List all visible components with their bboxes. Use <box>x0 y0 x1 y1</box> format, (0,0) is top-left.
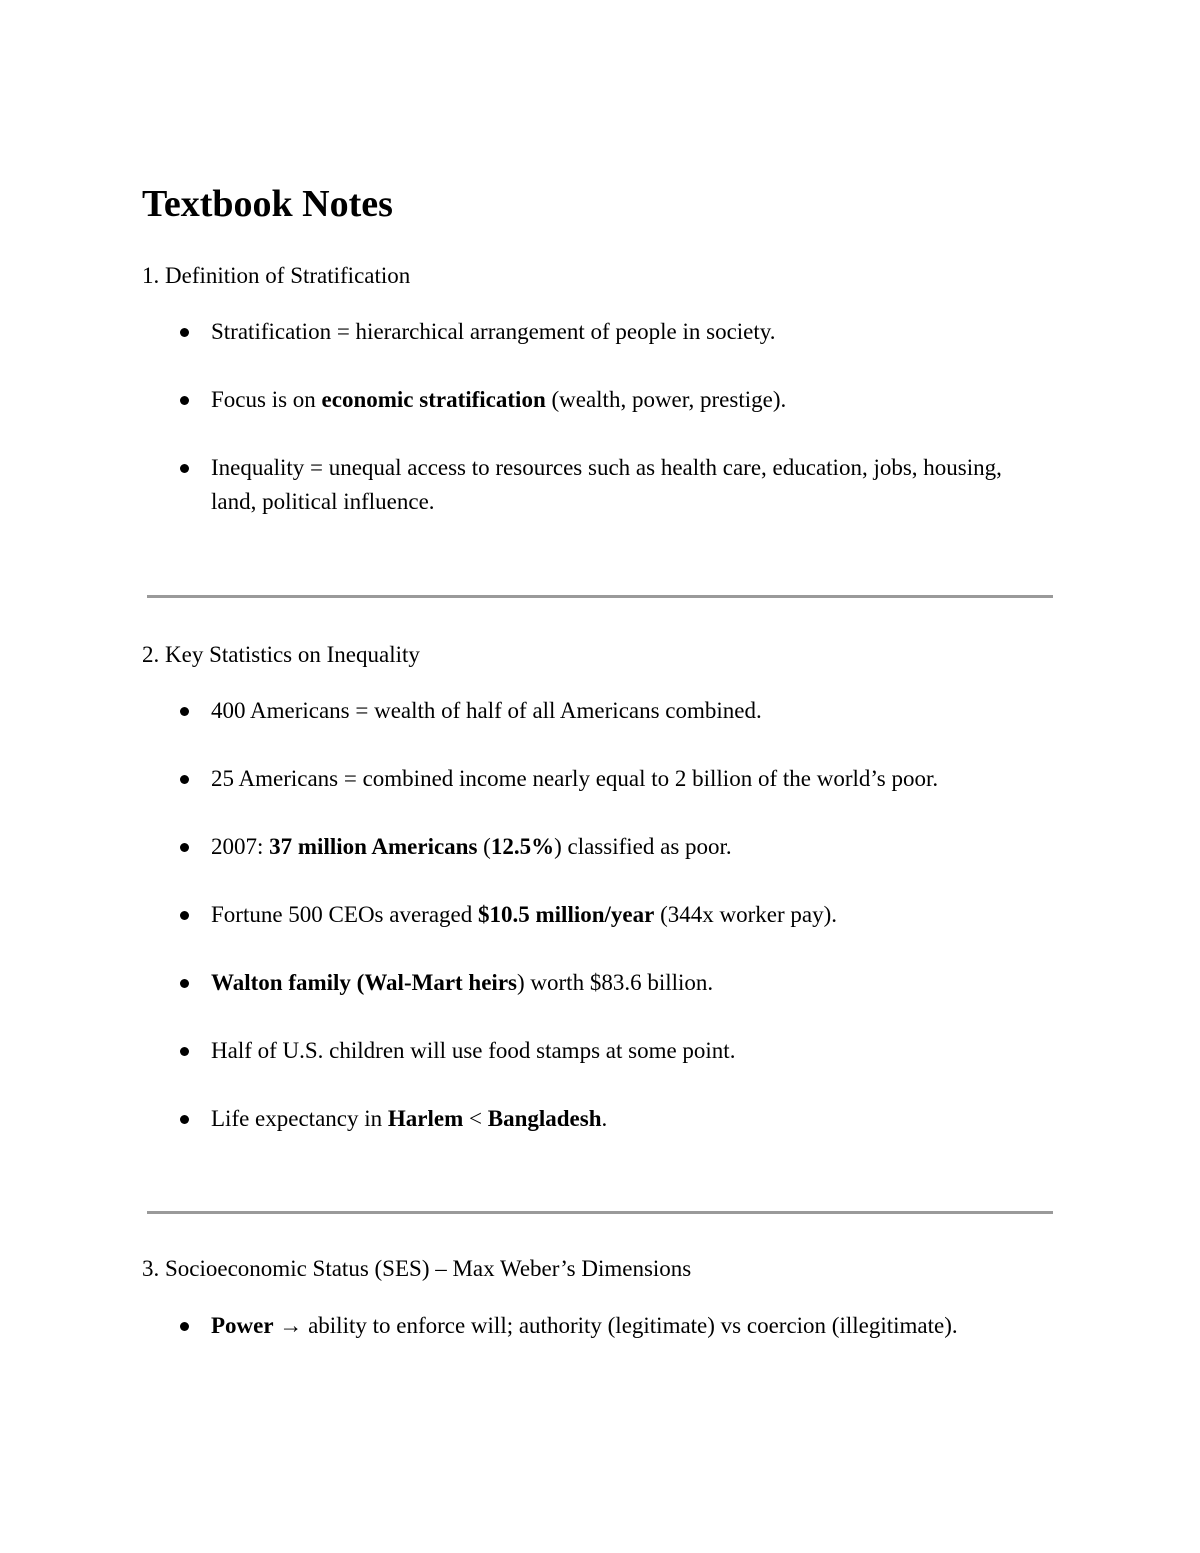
text-segment: 2007: <box>211 834 270 859</box>
ses-bullet-list <box>0 1309 1200 1377</box>
text-segment: Fortune 500 CEOs averaged <box>211 902 478 927</box>
text-segment: 400 Americans = wealth of half of all Americans combined. <box>211 698 762 723</box>
bold-text: Walton family (Wal-Mart heirs <box>211 970 517 995</box>
text-segment: Inequality = unequal access to resources such as health care, education, jobs, housing, land, political influence. <box>211 455 1002 514</box>
statistics-bullet-list <box>0 694 1200 1170</box>
bold-text: Harlem <box>387 1106 464 1131</box>
text-segment: < <box>463 1106 488 1131</box>
bullet-icon <box>180 911 189 920</box>
text-segment: Focus is on <box>211 387 322 412</box>
section-heading-definition: 1. Definition of Stratification <box>142 263 411 288</box>
text-segment: (wealth, power, prestige). <box>545 387 787 412</box>
text-segment: ( <box>477 834 491 859</box>
bold-text: economic stratification <box>321 387 546 412</box>
list-item <box>0 451 1041 519</box>
text-segment: Half of U.S. children will use food stamps at some point. <box>211 1038 736 1063</box>
bullet-icon <box>180 707 189 716</box>
bullet-icon <box>180 396 189 405</box>
bullet-icon <box>180 1047 189 1056</box>
list-item <box>0 1309 1041 1343</box>
section-divider <box>147 1211 1053 1214</box>
bullet-icon <box>180 1115 189 1124</box>
text-segment: Stratification = hierarchical arrangement of people in society. <box>211 319 776 344</box>
text-segment: → ability to enforce will; authority (legitimate) vs coercion (illegitimate). <box>273 1313 958 1338</box>
definition-bullet-list <box>0 315 1200 553</box>
bullet-icon <box>180 843 189 852</box>
list-item <box>0 1102 1041 1136</box>
text-segment: 25 Americans = combined income nearly equal to 2 billion of the world’s poor. <box>211 766 939 791</box>
bullet-icon <box>180 328 189 337</box>
list-item <box>0 966 1041 1000</box>
text-segment: ) worth $83.6 billion. <box>517 970 714 995</box>
bold-text: 37 million Americans <box>269 834 478 859</box>
list-item <box>0 1034 1041 1068</box>
section-divider <box>147 595 1053 598</box>
bullet-icon <box>180 464 189 473</box>
section-heading-ses: 3. Socioeconomic Status (SES) – Max Weber’s Dimensions <box>142 1256 692 1281</box>
bold-text: $10.5 million/year <box>478 902 655 927</box>
text-segment: Life expectancy in <box>211 1106 388 1131</box>
section-heading-statistics: 2. Key Statistics on Inequality <box>142 642 420 667</box>
list-item <box>0 830 1041 864</box>
list-item <box>0 898 1041 932</box>
list-item <box>0 383 1041 417</box>
bullet-icon <box>180 979 189 988</box>
text-segment: ) classified as poor. <box>554 834 732 859</box>
bold-text: Bangladesh <box>487 1106 602 1131</box>
text-segment: . <box>601 1106 608 1131</box>
bullet-icon <box>180 1322 189 1331</box>
bold-text: Power <box>211 1313 274 1338</box>
text-segment: (344x worker pay). <box>654 902 837 927</box>
list-item <box>0 315 1041 349</box>
list-item <box>0 694 1041 728</box>
bold-text: 12.5% <box>490 834 555 859</box>
page-title: Textbook Notes <box>142 183 393 225</box>
list-item <box>0 762 1041 796</box>
bullet-icon <box>180 775 189 784</box>
